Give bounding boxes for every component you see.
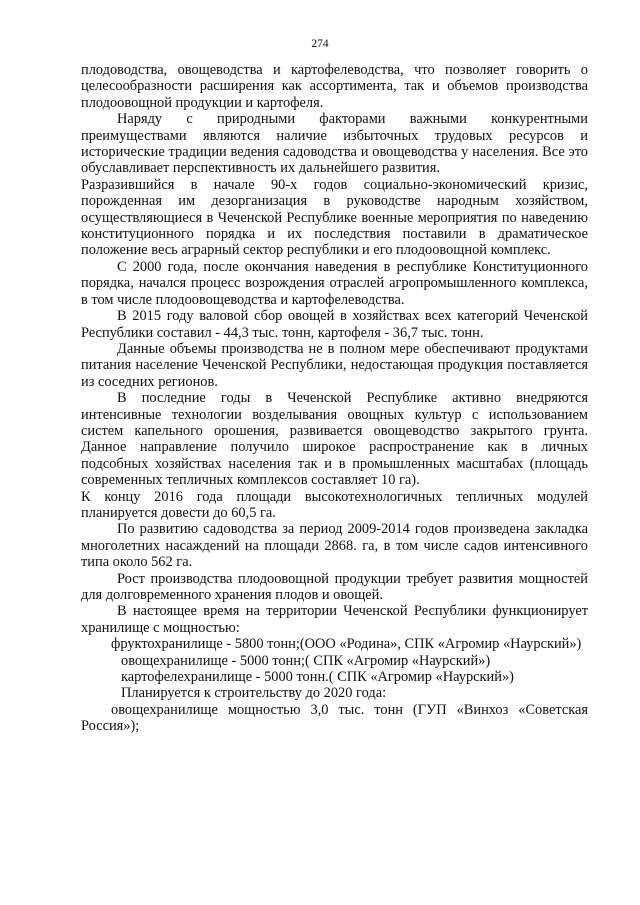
paragraph-storage-need: Рост производства плодоовощной продукции требует развития мощностей для долговременного хранения плодов и овощей. — [81, 570, 588, 603]
list-item-fruit-storage: фруктохранилище - 5800 тонн;(ООО «Родина», СПК «Агромир «Наурский») — [111, 636, 582, 653]
paragraph-intro-continuation: плодоводства, овощеводства и картофелеводства, что позволяет говорить о целесообразности расширения как ассортимента, так и объемов производства плодоовощной продукции и картофеля. — [81, 62, 588, 111]
page-number: 274 — [311, 38, 329, 50]
paragraph-revival-2000: С 2000 года, после окончания наведения в республике Конституционного порядка, начался процесс возрождения отраслей агропромышленного комплекса, в том числе плодоовощеводства и картофелеводства. — [81, 258, 588, 308]
paragraph-horticulture-development: По развитию садоводства за период 2009-2014 годов произведена закладка многолетних насаждений на площади 2868. га, в том числе садов интенсивного типа около 562 га. — [81, 521, 588, 571]
document-body — [81, 62, 588, 735]
paragraph-competitive-advantages: Наряду с природными факторами важными конкурентными преимуществами являются наличие избыточных трудовых ресурсов и исторические традиции ведения садоводства и овощеводства у населения. Все это обуславливает перспективность их дальнейшего развития. — [81, 111, 588, 177]
list-item-potato-storage: картофелехранилище - 5000 тонн.( СПК «Агромир «Наурский») — [121, 669, 514, 686]
paragraph-greenhouse-plan-2016: К концу 2016 года площади высокотехнологичных тепличных модулей планируется довести до 60,5 га. — [81, 488, 588, 521]
paragraph-crisis: Разразившийся в начале 90-х годов социально-экономический кризис, порожденная им дезорганизация в руководстве народным хозяйством, осуществляющиеся в Чеченской Республике военные мероприятия по наведению конституционного порядка и их последствия поставили в драматическое положение весь аграрный сектор республики и его плодоовощной комплекс. — [81, 176, 588, 259]
paragraph-storage-current: В настоящее время на территории Чеченской Республики функционирует хранилище с мощностью: — [81, 603, 588, 636]
paragraph-supply-shortage: Данные объемы производства не в полном мере обеспечивают продуктами питания население Чеченской Республики, недостающая продукция поставляется из соседних регионов. — [81, 340, 588, 390]
list-item-planned-vegetable-storage: овощехранилище мощностью 3,0 тыс. тонн (ГУП «Винхоз «Советская Россия»); — [81, 701, 588, 735]
paragraph-intensive-technologies: В последние годы в Чеченской Республике активно внедряются интенсивные технологии возделывания овощных культур с использованием систем капельного орошения, развивается овощеводство закрытого грунта. Данное направление получило широкое распространение как в личных подсобных хозяйствах населения так и в промышленных масштабах (площадь современных тепличных комплексов составляет 10 га). — [81, 390, 588, 489]
list-item-vegetable-storage: овощехранилище - 5000 тонн;( СПК «Агромир «Наурский») — [121, 652, 491, 669]
paragraph-planned-construction: Планируется к строительству до 2020 года: — [121, 685, 387, 702]
paragraph-harvest-2015: В 2015 году валовой сбор овощей в хозяйствах всех категорий Чеченской Республики составил - 44,3 тыс. тонн, картофеля - 36,7 тыс. тонн. — [81, 308, 588, 341]
